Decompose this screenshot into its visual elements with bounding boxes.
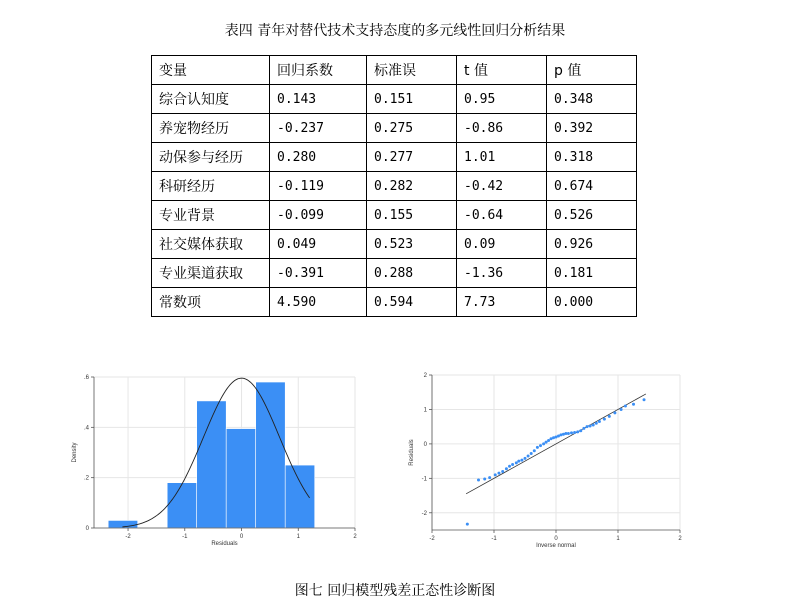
qq-point: [511, 463, 514, 466]
row-value-cell: 0.523: [367, 230, 457, 259]
qq-point: [539, 444, 542, 447]
qq-point: [545, 441, 548, 444]
qq-point: [643, 398, 646, 401]
qq-point: [527, 454, 530, 457]
x-tick-label: 0: [239, 534, 244, 540]
table-row: [152, 288, 637, 317]
qq-point: [589, 424, 592, 427]
histogram-bar: [167, 483, 197, 528]
row-variable-cell: 综合认知度: [152, 85, 270, 114]
row-value-cell: 0.594: [367, 288, 457, 317]
qq-point: [488, 476, 491, 479]
row-value-cell: -0.391: [270, 259, 367, 288]
row-value-cell: 7.73: [457, 288, 547, 317]
regression-table: [151, 55, 637, 317]
table-row: [152, 85, 637, 114]
row-value-cell: -0.099: [270, 201, 367, 230]
qq-point: [620, 408, 623, 411]
qq-point: [515, 461, 518, 464]
row-variable-cell: 科研经历: [152, 172, 270, 201]
row-value-cell: 0.280: [270, 143, 367, 172]
qq-point: [608, 415, 611, 418]
x-tick-label: -2: [125, 534, 131, 540]
histogram-bar: [256, 382, 286, 528]
row-value-cell: 0.277: [367, 143, 457, 172]
qq-point: [536, 446, 539, 449]
table-row: [152, 143, 637, 172]
qq-point: [530, 452, 533, 455]
table-row: [152, 114, 637, 143]
qq-point: [547, 439, 550, 442]
y-tick-label: 0: [423, 441, 427, 448]
y-tick-label: 1: [423, 407, 427, 414]
figure-caption: 图七 回归模型残差正态性诊断图: [294, 583, 496, 599]
row-value-cell: 0.392: [547, 114, 637, 143]
qq-point: [517, 460, 520, 463]
row-value-cell: -0.42: [457, 172, 547, 201]
row-value-cell: 1.01: [457, 143, 547, 172]
residual-histogram: [60, 365, 360, 545]
qq-point: [505, 467, 508, 470]
table-header-row: [152, 56, 637, 85]
row-variable-cell: 专业渠道获取: [152, 259, 270, 288]
row-value-cell: 0.155: [367, 201, 457, 230]
row-variable-cell: 常数项: [152, 288, 270, 317]
row-value-cell: 4.590: [270, 288, 367, 317]
qq-point: [579, 429, 582, 432]
row-value-cell: 0.926: [547, 230, 637, 259]
table-row: [152, 259, 637, 288]
table-caption: 表四 青年对替代技术支持态度的多元线性回归分析结果: [224, 23, 566, 39]
qq-point: [632, 403, 635, 406]
x-tick-label: -1: [182, 534, 188, 540]
x-axis-label: Inverse normal: [536, 543, 576, 549]
qq-point: [576, 430, 579, 433]
qq-point: [497, 472, 500, 475]
table-row: [152, 201, 637, 230]
row-value-cell: 0.049: [270, 230, 367, 259]
row-value-cell: 0.151: [367, 85, 457, 114]
qq-point: [466, 523, 469, 526]
qq-point: [624, 405, 627, 408]
row-variable-cell: 养宠物经历: [152, 114, 270, 143]
header-coefficient: 回归系数: [270, 56, 367, 85]
qq-point: [586, 425, 589, 428]
y-tick-label: -1: [421, 476, 427, 483]
qq-point: [573, 431, 576, 434]
y-tick-label: 2: [423, 373, 427, 379]
row-value-cell: 0.143: [270, 85, 367, 114]
row-variable-cell: 专业背景: [152, 201, 270, 230]
row-value-cell: 0.288: [367, 259, 457, 288]
x-tick-label: 1: [296, 534, 300, 540]
row-value-cell: -0.86: [457, 114, 547, 143]
qq-point: [483, 478, 486, 481]
row-value-cell: 0.181: [547, 259, 637, 288]
qq-point: [477, 479, 480, 482]
header-variable: 变量: [152, 56, 270, 85]
histogram-bar: [226, 429, 256, 528]
row-value-cell: 0.674: [547, 172, 637, 201]
qq-point: [603, 418, 606, 421]
qq-point: [570, 431, 573, 434]
y-tick-label: .2: [83, 475, 89, 482]
row-value-cell: 0.000: [547, 288, 637, 317]
row-value-cell: -0.64: [457, 201, 547, 230]
table-row: [152, 172, 637, 201]
qq-point: [582, 427, 585, 430]
qq-point: [592, 423, 595, 426]
qq-point: [533, 449, 536, 452]
y-tick-label: -2: [421, 510, 427, 517]
header-p-value: p 值: [547, 56, 637, 85]
qq-point: [542, 442, 545, 445]
row-value-cell: -0.119: [270, 172, 367, 201]
x-tick-label: 0: [554, 536, 558, 542]
table-row: [152, 230, 637, 259]
y-tick-label: 0: [85, 526, 89, 532]
header-t-value: t 值: [457, 56, 547, 85]
qq-point: [595, 422, 598, 425]
qq-point: [494, 473, 497, 476]
qq-point: [520, 459, 523, 462]
row-value-cell: 0.348: [547, 85, 637, 114]
qq-point: [613, 411, 616, 414]
x-tick-label: 2: [678, 536, 682, 542]
y-tick-label: .4: [83, 425, 89, 432]
row-value-cell: 0.275: [367, 114, 457, 143]
row-value-cell: 0.95: [457, 85, 547, 114]
histogram-bar: [197, 401, 227, 528]
x-tick-label: 1: [616, 536, 620, 542]
x-tick-label: 2: [353, 534, 357, 540]
qq-point: [598, 420, 601, 423]
row-value-cell: -1.36: [457, 259, 547, 288]
row-value-cell: 0.526: [547, 201, 637, 230]
row-variable-cell: 社交媒体获取: [152, 230, 270, 259]
qq-point: [501, 470, 504, 473]
x-tick-label: -1: [491, 536, 497, 542]
qq-point: [567, 432, 570, 435]
histogram-bar: [285, 465, 315, 528]
y-axis-label: Residuals: [409, 439, 415, 466]
row-value-cell: -0.237: [270, 114, 367, 143]
x-tick-label: -2: [429, 536, 435, 542]
y-tick-label: .6: [83, 375, 89, 381]
residual-qq-plot: [395, 365, 695, 555]
y-axis-label: Density: [72, 442, 78, 463]
row-variable-cell: 动保参与经历: [152, 143, 270, 172]
row-value-cell: 0.282: [367, 172, 457, 201]
qq-point: [508, 465, 511, 468]
row-value-cell: 0.09: [457, 230, 547, 259]
qq-point: [524, 457, 527, 460]
header-std-error: 标准误: [367, 56, 457, 85]
row-value-cell: 0.318: [547, 143, 637, 172]
x-axis-label: Residuals: [211, 541, 238, 545]
